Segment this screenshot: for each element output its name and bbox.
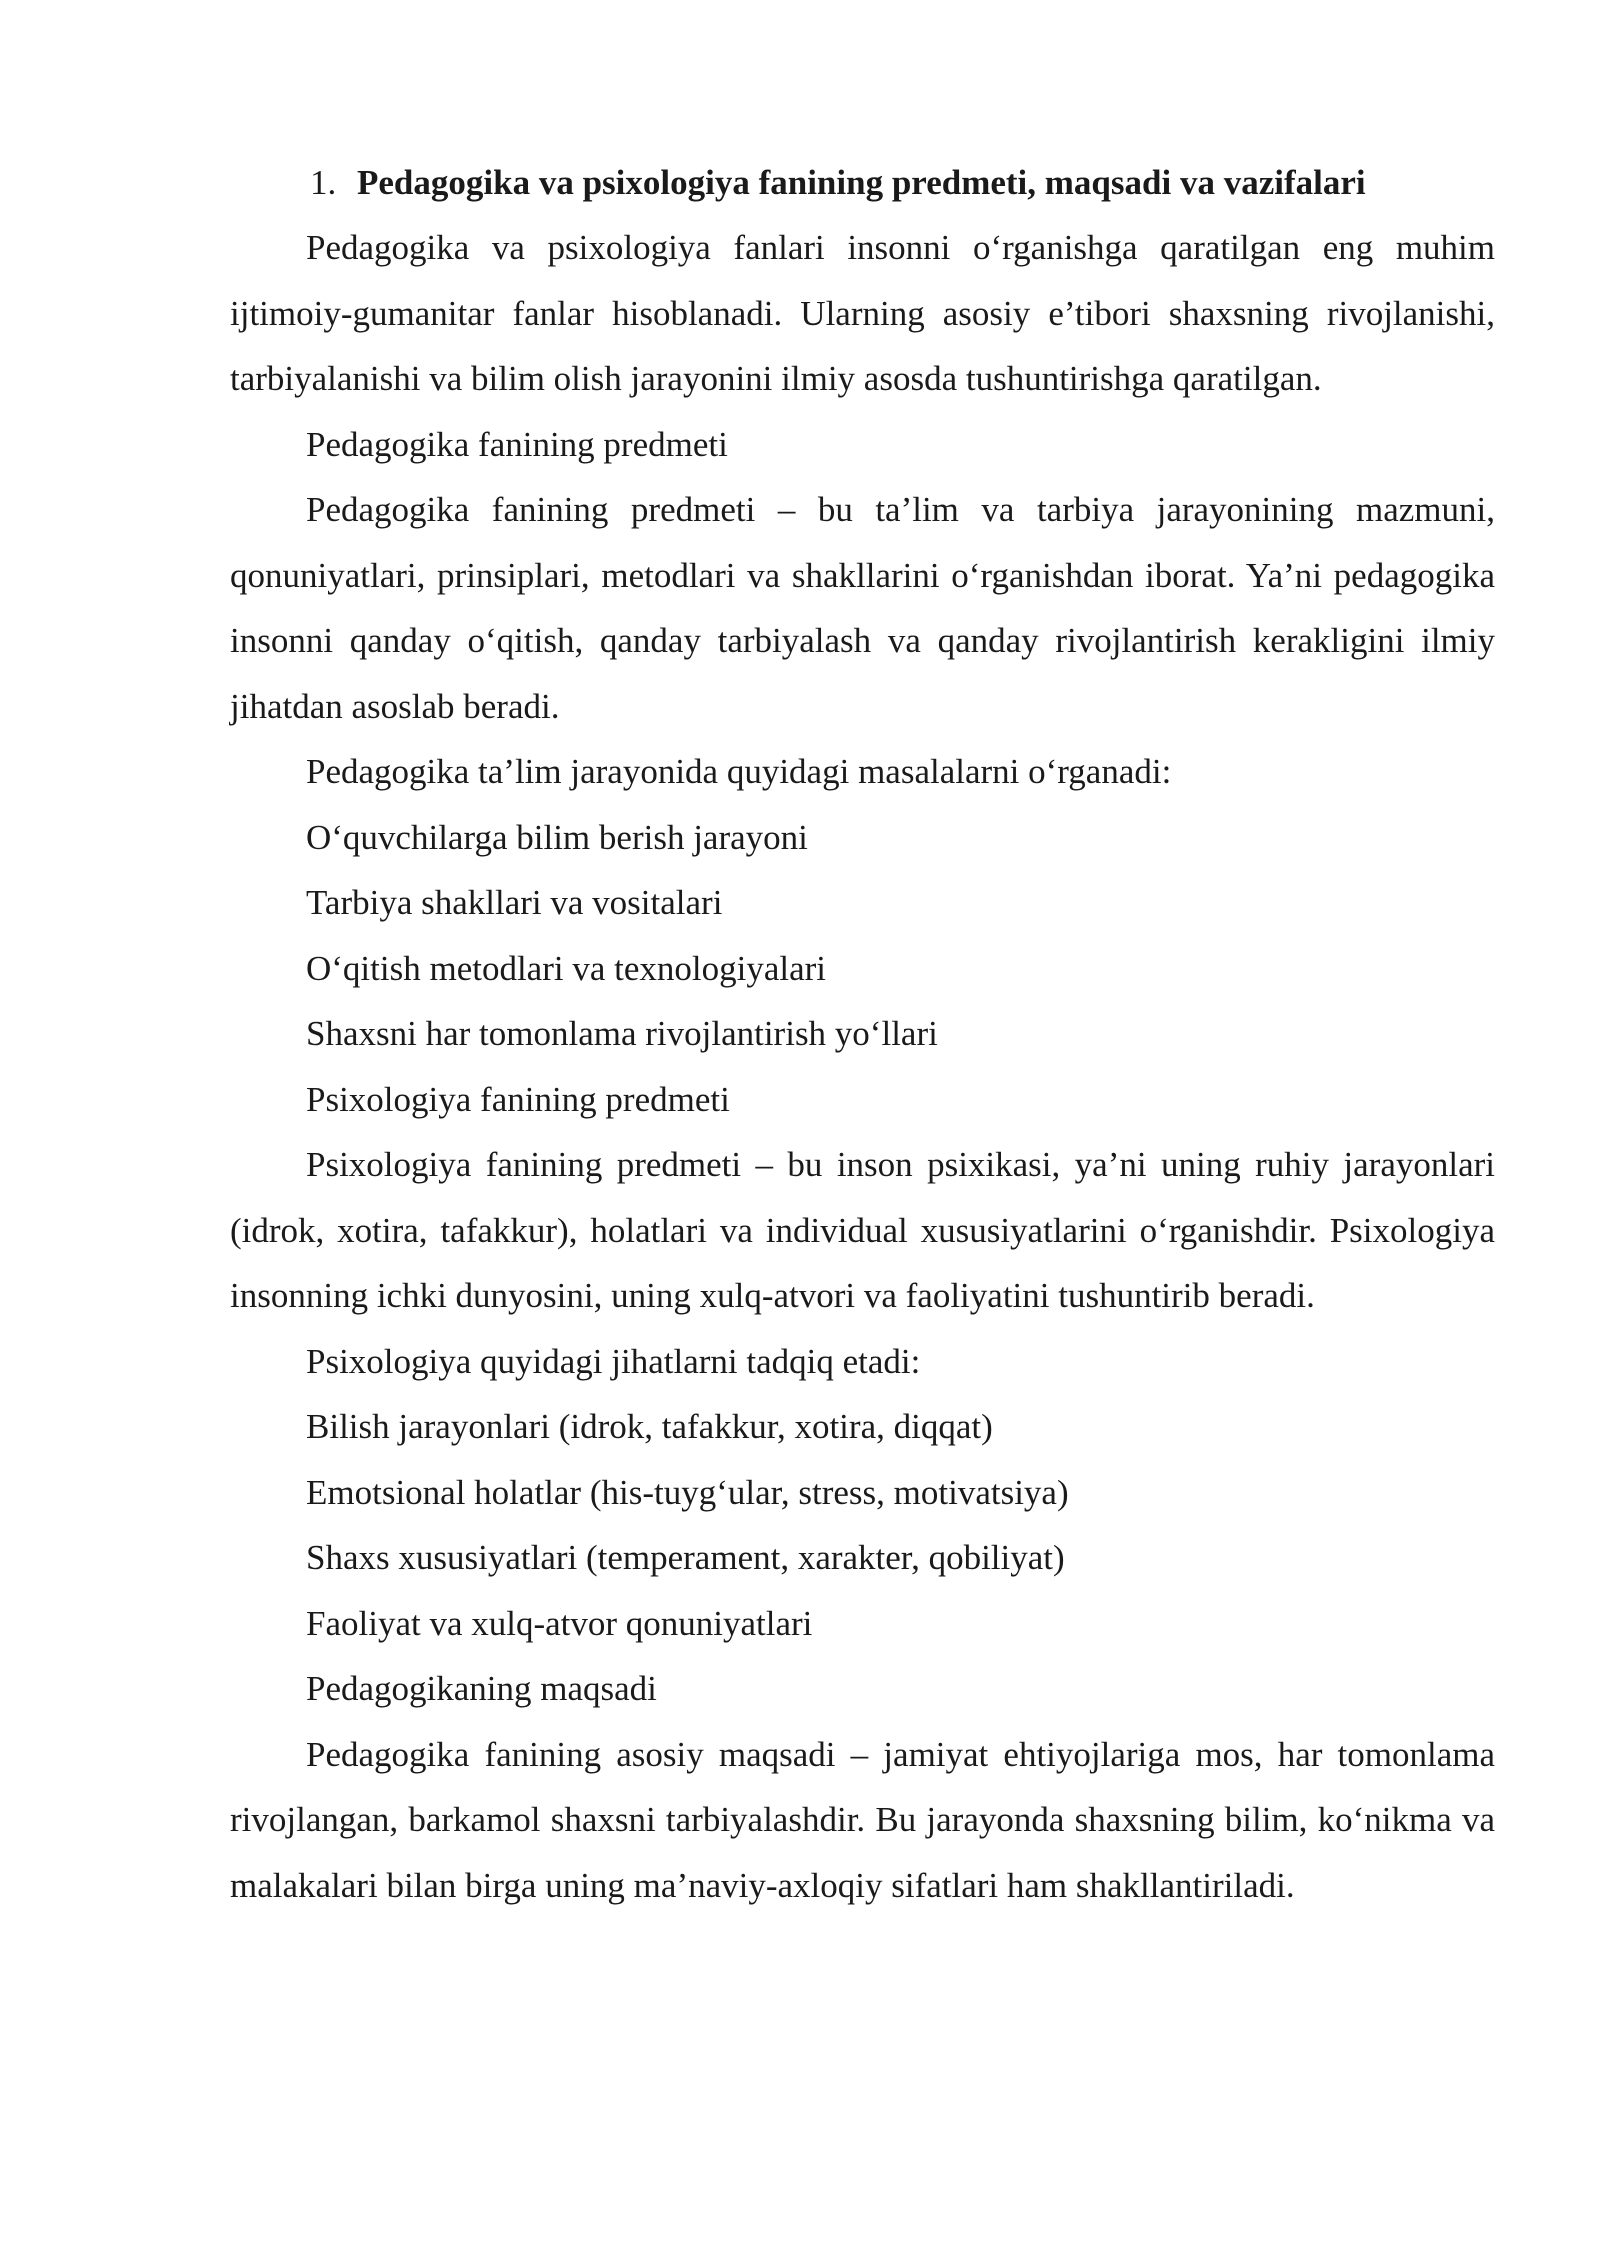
pedagogy-subject-paragraph: Pedagogika fanining predmeti – bu ta’lim va tarbiya jarayonining mazmuni, qonuniyatlari, prinsiplari, metodlari va shakllarini o‘rganishdan iborat. Ya’ni pedagogika insonni qanday o‘qitish, qanday tarbiyalash va qanday rivojlantirish kerakligini ilmiy jihatdan asoslab beradi. <box>230 490 1495 726</box>
list-item: Faoliyat va xulq-atvor qonuniyatlari <box>306 1603 813 1643</box>
document-page <box>230 150 1495 1918</box>
list-item: O‘quvchilarga bilim berish jarayoni <box>306 817 808 857</box>
heading-number: 1. <box>310 163 337 202</box>
psychology-topics-intro: Psixologiya quyidagi jihatlarni tadqiq etadi: <box>306 1341 921 1381</box>
list-item: Emotsional holatlar (his-tuyg‘ular, stress, motivatsiya) <box>306 1472 1069 1512</box>
subheading-psychology-subject: Psixologiya fanining predmeti <box>306 1079 730 1119</box>
subheading-pedagogy-subject: Pedagogika fanining predmeti <box>306 424 728 464</box>
pedagogy-goal-paragraph: Pedagogika fanining asosiy maqsadi – jamiyat ehtiyojlariga mos, har tomonlama rivojlangan, barkamol shaxsni tarbiyalashdir. Bu jarayonda shaxsning bilim, ko‘nikma va malakalari bilan birga uning ma’naviy-axloqiy sifatlari ham shakllantiriladi. <box>230 1734 1495 1905</box>
list-item: Shaxsni har tomonlama rivojlantirish yo‘llari <box>306 1014 938 1053</box>
subheading-pedagogy-goal: Pedagogikaning maqsadi <box>306 1669 657 1708</box>
pedagogy-topics-intro: Pedagogika ta’lim jarayonida quyidagi masalalarni o‘rganadi: <box>306 752 1172 791</box>
list-item: O‘qitish metodlari va texnologiyalari <box>306 948 827 988</box>
list-item: Bilish jarayonlari (idrok, tafakkur, xotira, diqqat) <box>306 1407 993 1446</box>
list-item: Shaxs xususiyatlari (temperament, xarakter, qobiliyat) <box>306 1538 1065 1577</box>
section-heading <box>230 150 1495 215</box>
heading-title: Pedagogika va psixologiya fanining predmeti, maqsadi va vazifalari <box>357 163 1366 202</box>
psychology-subject-paragraph: Psixologiya fanining predmeti – bu inson psixikasi, ya’ni uning ruhiy jarayonlari (idrok, xotira, tafakkur), holatlari va individual xususiyatlarini o‘rganishdir. Psixologiya insonning ichki dunyosini, uning xulq-atvori va faoliyatini tushuntirib beradi. <box>230 1145 1495 1315</box>
list-item: Tarbiya shakllari va vositalari <box>306 883 723 922</box>
intro-paragraph: Pedagogika va psixologiya fanlari insonni o‘rganishga qaratilgan eng muhim ijtimoiy-gumanitar fanlar hisoblanadi. Ularning asosiy e’tibori shaxsning rivojlanishi, tarbiyalanishi va bilim olish jarayonini ilmiy asosda tushuntirishga qaratilgan. <box>230 228 1495 398</box>
